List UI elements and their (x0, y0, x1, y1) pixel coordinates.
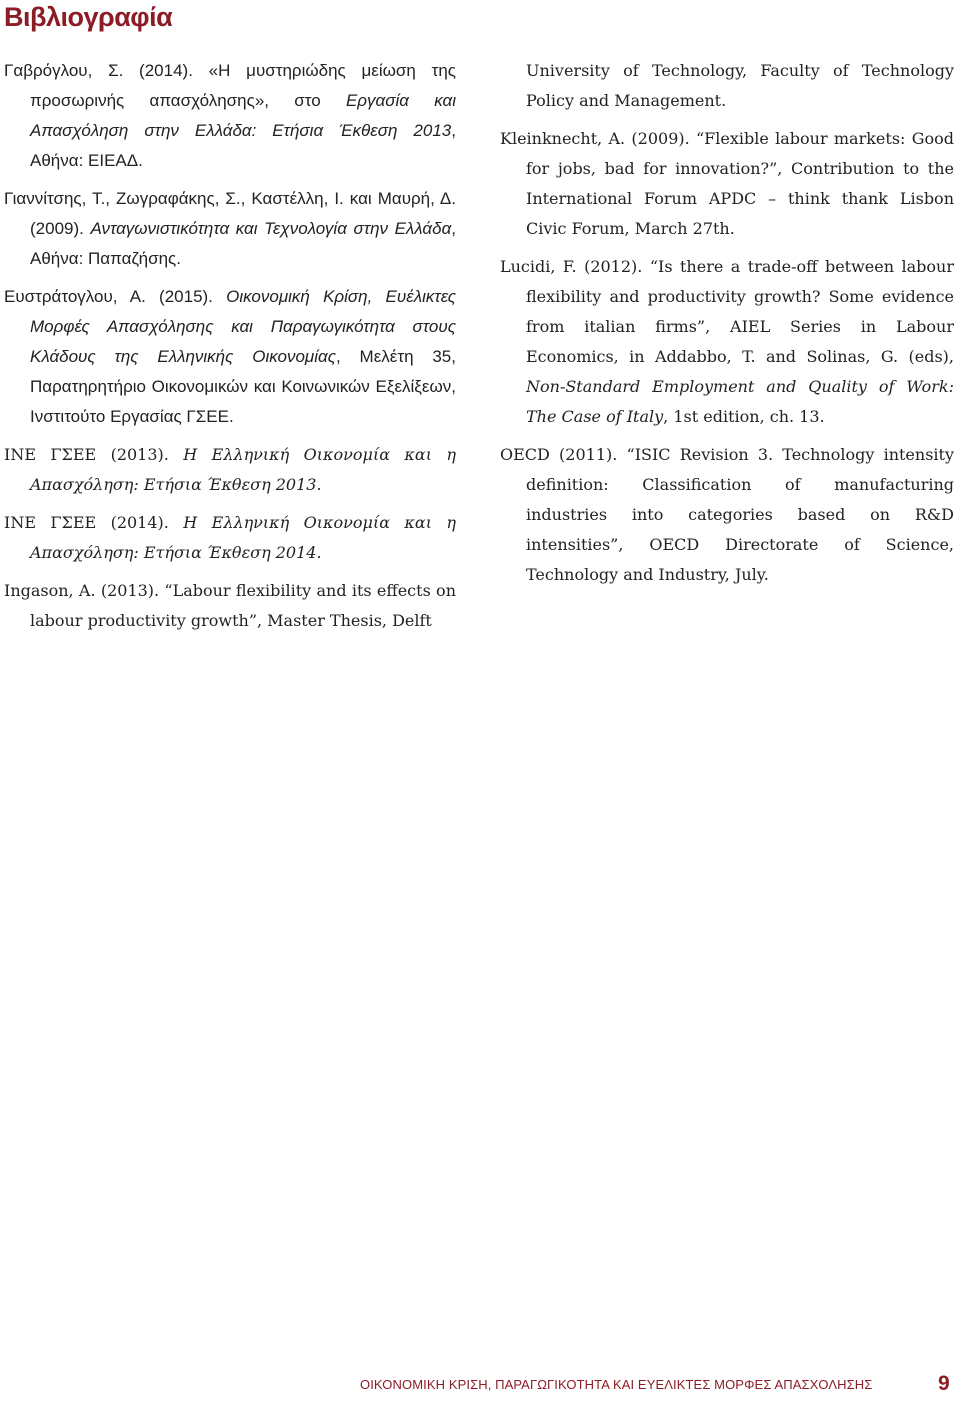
reference-text: Ευστράτογλου, Α. (2015). (4, 287, 227, 306)
references-right-column (500, 56, 954, 598)
reference-ingason-continued (500, 56, 954, 116)
reference-title: Ανταγωνιστικότητα και Τεχνολογία στην Ελλάδα (90, 219, 452, 238)
reference-ingason (4, 576, 456, 636)
reference-title: Οικονομική Κρίση, Ευέλικτες Μορφές Απασχόλησης και Παραγωγικότητα στους Κλάδους της Ελληνικής Οικονομίας (30, 287, 456, 366)
reference-kleinknecht (500, 124, 954, 244)
reference-title: Εργασία και Απασχόληση στην Ελλάδα: Ετήσια Έκθεση 2013 (30, 91, 457, 140)
page-heading: Βιβλιογραφία (4, 2, 173, 32)
references-left-column (4, 56, 456, 644)
reference-text: ΙΝΕ ΓΣΕΕ (2014). (4, 513, 184, 532)
reference-title: Non-Standard Employment and Quality of Work: The Case of Italy (526, 377, 954, 426)
reference-text: ΙΝΕ ΓΣΕΕ (2013). (4, 445, 184, 464)
reference-text: , Αθήνα: Παπαζήσης. (30, 219, 456, 268)
reference-text: University of Technology, Faculty of Technology Policy and Management. (526, 61, 954, 110)
reference-text: , 1st edition, ch. 13. (663, 407, 825, 426)
reference-text: OECD (2011). “ISIC Revision 3. Technology intensity definition: Classification of manufacturing industries into categories based on R&D intensities”, OECD Directorate of Science, Technology and Industry, July. (500, 445, 954, 584)
reference-oecd (500, 440, 954, 590)
reference-text: , Αθήνα: ΕΙΕΑΔ. (30, 121, 456, 170)
reference-ine-2014 (4, 508, 456, 568)
page-number: 9 (938, 1372, 950, 1395)
reference-title: Η Ελληνική Οικονομία και η Απασχόληση: Ετήσια Έκθεση 2013. (30, 445, 456, 494)
running-footer-title: ΟΙΚΟΝΟΜΙΚΗ ΚΡΙΣΗ, ΠΑΡΑΓΩΓΙΚΟΤΗΤΑ ΚΑΙ ΕΥΕΛΙΚΤΕΣ ΜΟΡΦΕΣ ΑΠΑΣΧΟΛΗΣΗΣ (360, 1377, 873, 1392)
reference-text: Kleinknecht, A. (2009). “Flexible labour markets: Good for jobs, bad for innovation?”, Contribution to the International Forum APDC – think thank Lisbon Civic Forum, March 27th. (500, 129, 954, 238)
reference-title: Η Ελληνική Οικονομία και η Απασχόληση: Ετήσια Έκθεση 2014. (30, 513, 456, 562)
reference-lucidi (500, 252, 954, 432)
reference-text: , Μελέτη 35, Παρατηρητήριο Οικονομικών και Κοινωνικών Εξελίξεων, Ινστιτούτο Εργασίας ΓΣΕΕ. (30, 347, 456, 426)
reference-efstratoglou (4, 282, 456, 432)
reference-text: Ingason, A. (2013). “Labour flexibility and its effects on labour productivity growth”, Master Thesis, Delft (4, 581, 456, 630)
reference-gavroglou (4, 56, 456, 176)
reference-giannitsis (4, 184, 456, 274)
reference-text: Γαβρόγλου, Σ. (2014). «Η μυστηριώδης μείωση της προσωρινής απασχόλησης», στο (4, 61, 456, 110)
reference-ine-2013 (4, 440, 456, 500)
reference-text: Lucidi, F. (2012). “Is there a trade-off between labour flexibility and productivity growth? Some evidence from italian firms”, AIEL Series in Labour Economics, in Addabbo, T. and Solinas, G. (eds), (500, 257, 954, 366)
reference-text: Γιαννίτσης, Τ., Ζωγραφάκης, Σ., Καστέλλη, Ι. και Μαυρή, Δ. (2009). (4, 189, 456, 238)
